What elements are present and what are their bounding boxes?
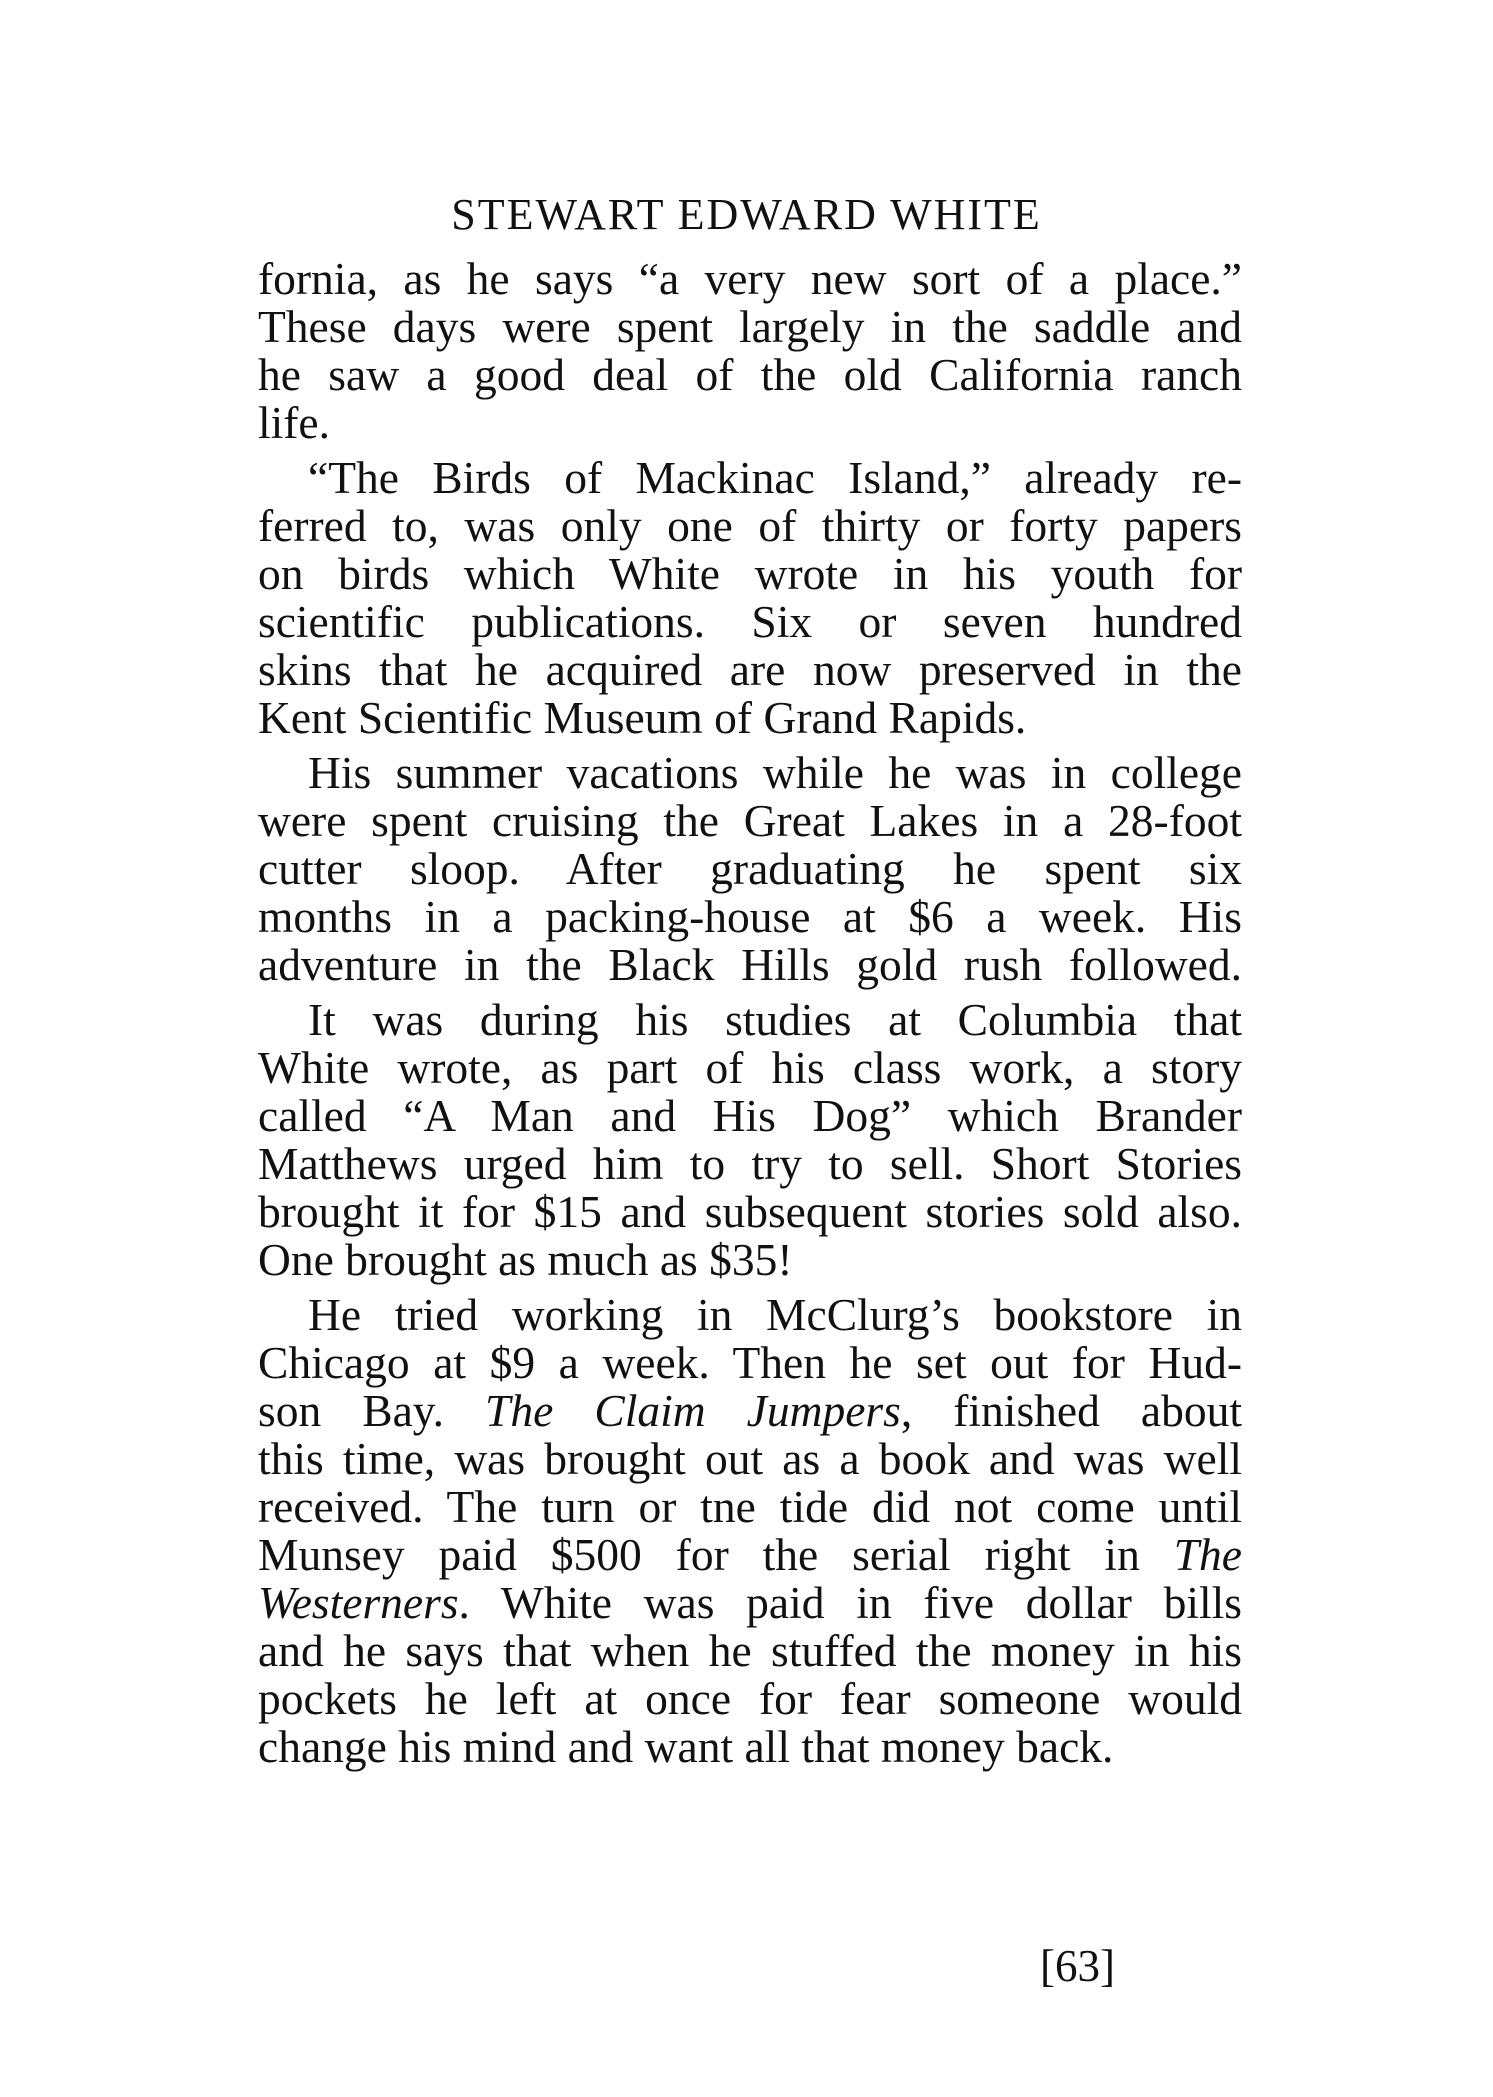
text-line: he saw a good deal of the old California ranch (258, 349, 1242, 400)
text-line: months in a packing-house at $6 a week. His (258, 891, 1242, 942)
text-line: It was during his studies at Columbia that (308, 994, 1242, 1045)
text-line: Chicago at $9 a week. Then he set out for Hud- (258, 1337, 1242, 1388)
text-line: One brought as much as $35! (258, 1234, 793, 1285)
text-line: change his mind and want all that money back. (258, 1721, 1114, 1772)
text-line: Matthews urged him to try to sell. Short Stories (258, 1138, 1242, 1189)
running-head: STEWART EDWARD WHITE (451, 190, 1042, 239)
text-line: cutter sloop. After graduating he spent six (258, 843, 1242, 894)
text-line: received. The turn or tne tide did not come until (258, 1481, 1242, 1532)
book-title: Westerners (258, 1577, 459, 1628)
book-title: The Claim Jumpers (485, 1385, 901, 1436)
text-line (258, 1529, 1242, 1581)
text-line: These days were spent largely in the saddle and (258, 301, 1242, 352)
text-line: skins that he acquired are now preserved in the (258, 644, 1242, 695)
line-post: . White was paid in five dollar bills (458, 1577, 1242, 1628)
line-post: , finished about (900, 1385, 1242, 1436)
text-line: ferred to, was only one of thirty or forty papers (258, 500, 1242, 551)
page-number: [63] (1040, 1941, 1115, 1991)
text-line: Kent Scientific Museum of Grand Rapids. (258, 692, 1027, 743)
line-pre: Munsey paid $500 for the serial right in (258, 1529, 1174, 1580)
text-line: scientific publications. Six or seven hundred (258, 596, 1242, 647)
book-title: The (1173, 1529, 1242, 1580)
text-line (258, 1385, 1242, 1437)
text-line: “The Birds of Mackinac Island,” already re- (308, 452, 1242, 503)
line-pre: son Bay. (258, 1385, 486, 1436)
text-line: pockets he left at once for fear someone would (258, 1673, 1242, 1724)
text-line: He tried working in McClurg’s bookstore in (308, 1289, 1242, 1340)
text-line (258, 1577, 1242, 1629)
text-line: life. (258, 397, 331, 448)
text-line: brought it for $15 and subsequent stories sold also. (258, 1186, 1242, 1237)
text-line: White wrote, as part of his class work, a story (258, 1042, 1242, 1093)
text-line: fornia, as he says “a very new sort of a place.” (258, 253, 1242, 304)
text-line: this time, was brought out as a book and was well (258, 1433, 1242, 1484)
text-line: called “A Man and His Dog” which Brander (258, 1090, 1242, 1141)
text-line: adventure in the Black Hills gold rush followed. (258, 939, 1242, 990)
text-line: were spent cruising the Great Lakes in a 28-foot (258, 795, 1242, 846)
text-line: on birds which White wrote in his youth for (258, 548, 1242, 599)
text-line: and he says that when he stuffed the money in his (258, 1625, 1242, 1676)
text-line: His summer vacations while he was in college (308, 747, 1242, 798)
